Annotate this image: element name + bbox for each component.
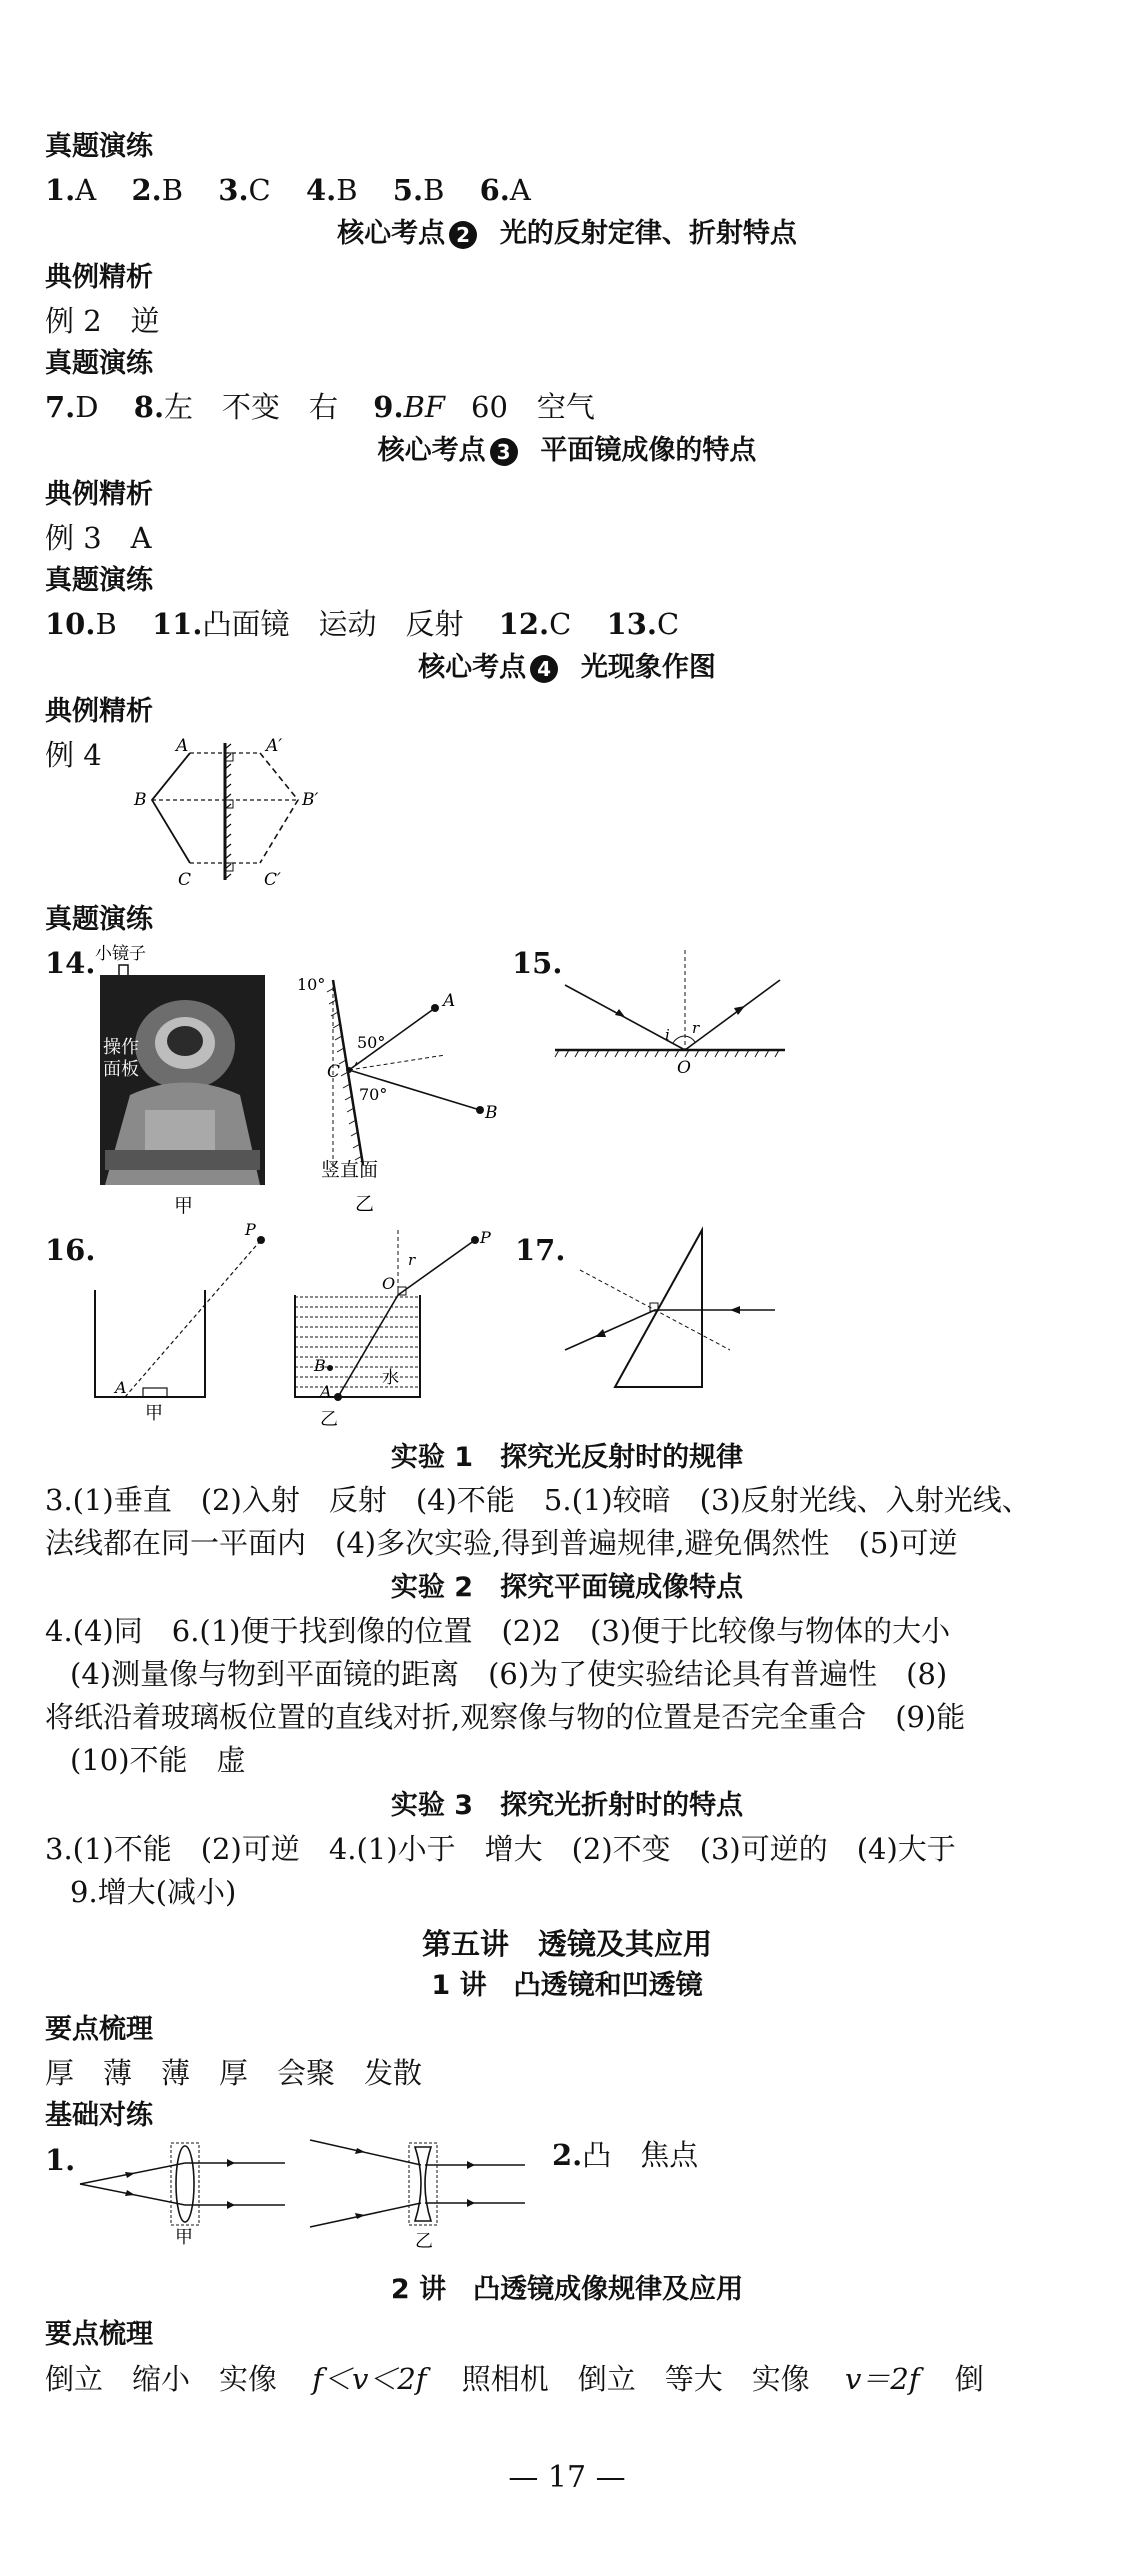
- sub-lecture-2-title: 2 讲 凸透镜成像规律及应用: [390, 2274, 744, 2305]
- section-heading-practice-2: 真题演练: [45, 348, 153, 379]
- label-10deg: 10°: [297, 975, 326, 994]
- experiment-3-line-1: 3.(1)不能 (2)可逆 4.(1)小于 增大 (2)不变 (3)可逆的 (4)大于: [45, 1832, 956, 1866]
- key-point-3-title: 核心考点 3 平面镜成像的特点: [377, 435, 757, 466]
- number-2-badge: 2: [449, 221, 477, 249]
- label-point-a: A: [443, 991, 456, 1011]
- question-17-prism-diagram: [555, 1225, 795, 1395]
- answer-line-1-6: 1.A 2.B 3.C 4.B 5.B 6.A: [45, 173, 531, 207]
- experiment-2-line-2: (4)测量像与物到平面镜的距离 (6)为了使实验结论具有普遍性 (8): [70, 1657, 948, 1691]
- label-p2: P: [480, 1228, 491, 1247]
- example-4-label: 例 4: [45, 738, 102, 772]
- label-i: i: [665, 1026, 670, 1044]
- label-o: O: [677, 1058, 691, 1078]
- example-4-figure: [130, 735, 330, 890]
- experiment-1-line-2: 法线都在同一平面内 (4)多次实验,得到普遍规律,避免偶然性 (5)可逆: [45, 1526, 958, 1560]
- question-14-reflection-diagram: [285, 970, 505, 1220]
- example-heading-2: 典例精析: [45, 262, 153, 293]
- key-points-2-answer: 倒立 缩小 实像 f＜v＜2f 照相机 倒立 等大 实像 v＝2f 倒: [45, 2362, 984, 2396]
- basic-practice-heading: 基础对练: [45, 2100, 153, 2131]
- label-yi: 乙: [320, 1409, 338, 1430]
- label-yi: 乙: [415, 2231, 433, 2252]
- label-50deg: 50°: [357, 1033, 386, 1052]
- experiment-3-line-2: 9.增大(减小): [70, 1875, 237, 1909]
- label-b-prime: B′: [302, 790, 319, 810]
- label-jia: 甲: [175, 2227, 193, 2248]
- question-15-diagram: [555, 945, 795, 1085]
- label-small-mirror: 小镜子: [95, 944, 146, 964]
- convex-lens-diagram: [75, 2135, 295, 2248]
- label-jia: 甲: [145, 1403, 163, 1424]
- label-b: B: [314, 1356, 326, 1375]
- experiment-3-title: 实验 3 探究光折射时的特点: [390, 1790, 744, 1821]
- question-17-number: 17.: [515, 1233, 566, 1267]
- label-c-prime: C′: [264, 870, 281, 890]
- experiment-2-line-4: (10)不能 虚: [70, 1743, 246, 1777]
- label-r: r: [408, 1251, 416, 1269]
- section-heading-practice-3: 真题演练: [45, 565, 153, 596]
- question-14-jia-caption: [170, 1190, 210, 1220]
- section-heading-practice-1: 真题演练: [45, 131, 153, 162]
- number-3-badge: 3: [490, 438, 518, 466]
- label-b: B: [134, 790, 147, 810]
- key-points-heading-2: 要点梳理: [45, 2319, 153, 2350]
- example-heading-4: 典例精析: [45, 696, 153, 727]
- label-vertical-wall: 竖直面: [321, 1159, 379, 1181]
- experiment-2-line-3: 将纸沿着玻璃板位置的直线对折,观察像与物的位置是否完全重合 (9)能: [45, 1700, 966, 1734]
- page-number: — 17 —: [508, 2460, 626, 2495]
- label-o: O: [382, 1274, 396, 1293]
- lecture-5-title: 第五讲 透镜及其应用: [421, 1927, 712, 1961]
- svg-text:甲: 甲: [174, 1195, 194, 1217]
- label-panel-1: 操作: [103, 1037, 139, 1058]
- key-point-2-title: 核心考点 2 光的反射定律、折射特点: [337, 218, 797, 249]
- question-16-diagram-jia: [85, 1220, 285, 1425]
- label-water: 水: [382, 1368, 399, 1388]
- label-panel-2: 面板: [103, 1059, 139, 1080]
- label-point-c: C: [327, 1062, 341, 1082]
- experiment-1-title: 实验 1 探究光反射时的规律: [390, 1442, 744, 1473]
- label-yi: 乙: [355, 1193, 375, 1215]
- label-a: A: [115, 1378, 127, 1397]
- label-a-prime: A′: [266, 736, 283, 756]
- question-14-number: 14.: [45, 946, 96, 980]
- label-a: A: [176, 736, 189, 756]
- key-points-heading-1: 要点梳理: [45, 2014, 153, 2045]
- key-points-1-answer: 厚 薄 薄 厚 会聚 发散: [45, 2056, 423, 2090]
- experiment-2-line-1: 4.(4)同 6.(1)便于找到像的位置 (2)2 (3)便于比较像与物体的大小: [45, 1614, 951, 1648]
- astronaut-photo: [100, 975, 265, 1185]
- answer-line-10-13: 10.B 11.凸面镜 运动 反射 12.C 13.C: [45, 607, 680, 641]
- question-16-diagram-yi: [290, 1225, 510, 1435]
- lens-question-2-answer: 2.凸 焦点: [552, 2138, 699, 2172]
- label-a2: A: [320, 1382, 332, 1401]
- sub-lecture-1-title: 1 讲 凸透镜和凹透镜: [431, 1970, 703, 2001]
- experiment-2-title: 实验 2 探究平面镜成像特点: [390, 1572, 744, 1603]
- number-4-badge: 4: [530, 655, 558, 683]
- key-point-4-title: 核心考点 4 光现象作图: [418, 652, 716, 683]
- example-2-answer: 例 2 逆: [45, 304, 160, 338]
- label-c: C: [178, 870, 192, 890]
- label-point-b: B: [485, 1103, 498, 1123]
- label-70deg: 70°: [359, 1085, 388, 1104]
- label-p: P: [245, 1220, 256, 1239]
- answer-line-7-9: 7.D 8.左 不变 右 9.BF 60 空气: [45, 390, 595, 424]
- question-16-number: 16.: [45, 1233, 96, 1267]
- lens-question-1-number: 1.: [45, 2143, 76, 2177]
- example-heading-3: 典例精析: [45, 479, 153, 510]
- section-heading-practice-4: 真题演练: [45, 904, 153, 935]
- label-r: r: [692, 1019, 700, 1037]
- experiment-1-line-1: 3.(1)垂直 (2)入射 反射 (4)不能 5.(1)较暗 (3)反射光线、入射光线、: [45, 1483, 1031, 1517]
- concave-lens-diagram: [305, 2135, 545, 2250]
- question-15-number: 15.: [512, 946, 563, 980]
- example-3-answer: 例 3 A: [45, 521, 152, 555]
